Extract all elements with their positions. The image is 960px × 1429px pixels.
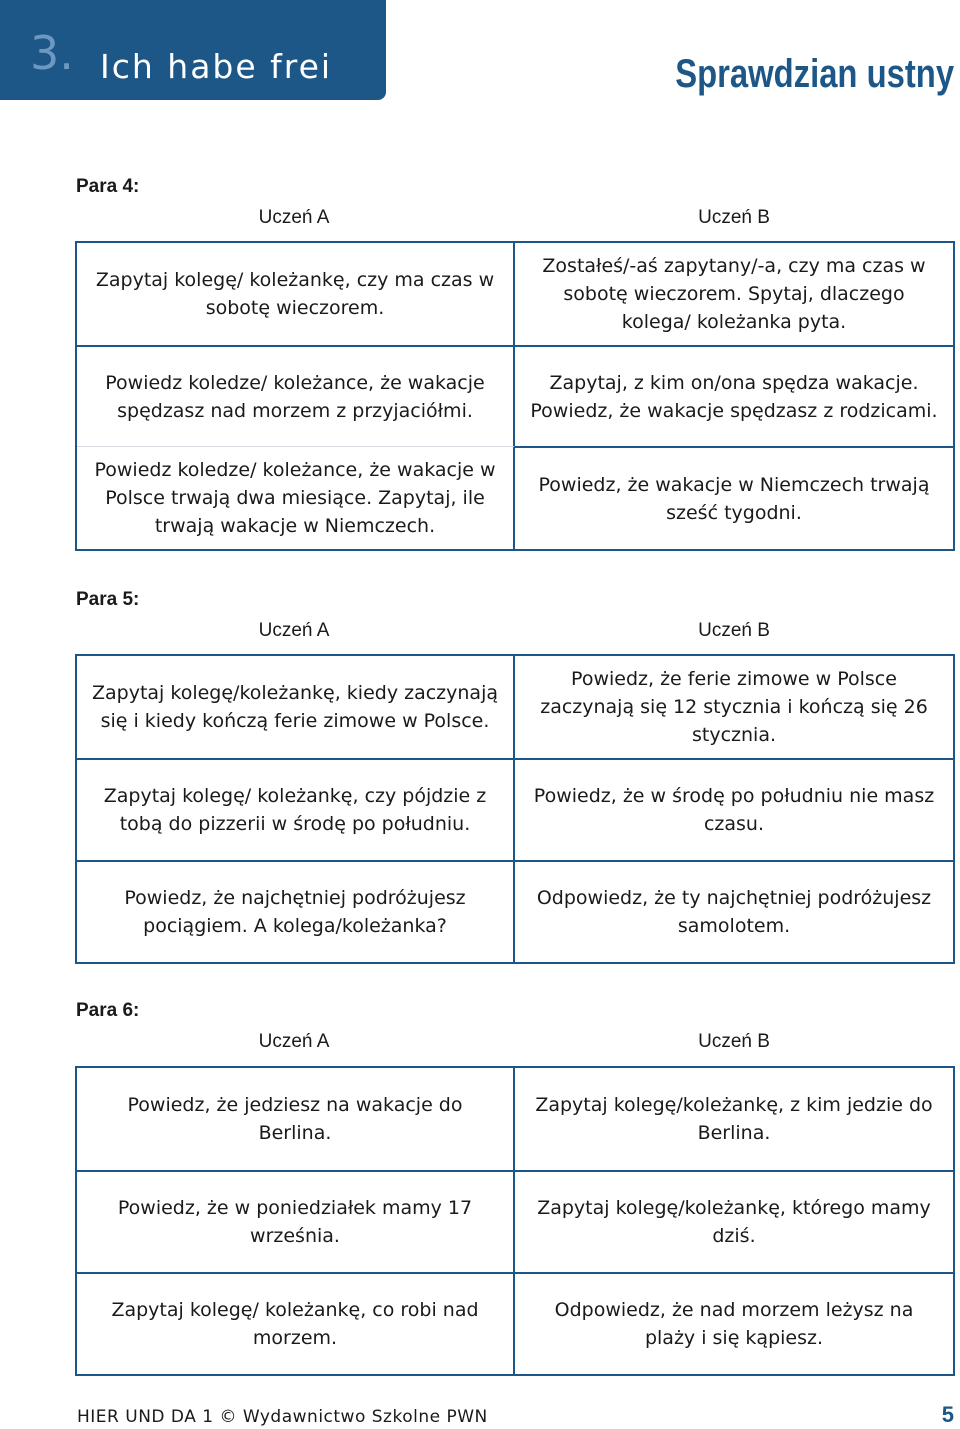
- pair-label: Para 4:: [76, 176, 140, 197]
- student-a-task: Powiedz, że najchętniej podróżujesz pociągiem. A kolega/koleżanka?: [77, 860, 515, 962]
- pair-label: Para 6:: [76, 1000, 140, 1021]
- pair-label: Para 5:: [76, 589, 140, 610]
- dialogue-table: [75, 654, 955, 964]
- student-a-task: Powiedz koledze/ koleżance, że wakacje spędzasz nad morzem z przyjaciółmi.: [77, 345, 515, 446]
- student-b-label: Uczeń B: [698, 620, 770, 641]
- student-a-label: Uczeń A: [258, 620, 330, 641]
- student-a-task: Zapytaj kolegę/koleżankę, kiedy zaczynają się i kiedy kończą ferie zimowe w Polsce.: [77, 656, 515, 758]
- student-b-task: Zapytaj kolegę/koleżankę, z kim jedzie do Berlina.: [535, 1094, 933, 1144]
- student-b-task: Odpowiedz, że nad morzem leżysz na plaży i się kąpiesz.: [515, 1272, 953, 1374]
- student-b-task: Zostałeś/-aś zapytany/-a, czy ma czas w sobotę wieczorem. Spytaj, dlaczego kolega/ koleżanka pyta.: [542, 255, 926, 333]
- student-b-task: Zapytaj, z kim on/ona spędza wakacje. Powiedz, że wakacje spędzasz z rodzicami.: [515, 345, 953, 446]
- student-b-task: Zapytaj kolegę/koleżankę, którego mamy dziś.: [515, 1170, 953, 1272]
- dialogue-table: [75, 241, 955, 551]
- student-a-task: Zapytaj kolegę/ koleżankę, czy ma czas w sobotę wieczorem.: [77, 243, 515, 345]
- student-a-label: Uczeń A: [258, 207, 330, 228]
- student-a-task: Powiedz, że jedziesz na wakacje do Berlina.: [77, 1068, 515, 1170]
- student-a-label: Uczeń A: [258, 1031, 330, 1052]
- footer-copyright: HIER UND DA 1 © Wydawnictwo Szkolne PWN: [77, 1407, 488, 1427]
- chapter-title: Ich habe frei: [100, 47, 333, 86]
- chapter-number: 3.: [30, 26, 74, 80]
- dialogue-table: [75, 1066, 955, 1376]
- student-a-task: Zapytaj kolegę/ koleżankę, co robi nad morzem.: [77, 1272, 515, 1374]
- student-a-task: Powiedz, że w poniedziałek mamy 17 września.: [77, 1170, 515, 1272]
- chapter-header-bar: [0, 0, 386, 100]
- student-a-task: Powiedz koledze/ koleżance, że wakacje w Polsce trwają dwa miesiące. Zapytaj, ile trwają wakacje w Niemczech.: [77, 446, 515, 549]
- student-a-task: Zapytaj kolegę/ koleżankę, czy pójdzie z tobą do pizzerii w środę po południu.: [77, 758, 515, 860]
- student-b-task: Powiedz, że ferie zimowe w Polsce zaczynają się 12 stycznia i kończą się 26 stycznia.: [540, 668, 928, 746]
- page-title: Sprawdzian ustny: [675, 52, 954, 96]
- student-b-label: Uczeń B: [698, 1031, 770, 1052]
- student-b-label: Uczeń B: [698, 207, 770, 228]
- student-b-task: Odpowiedz, że ty najchętniej podróżujesz samolotem.: [515, 860, 953, 962]
- page-number: 5: [941, 1402, 954, 1427]
- student-b-task: Powiedz, że wakacje w Niemczech trwają sześć tygodni.: [515, 446, 953, 549]
- student-b-task: Powiedz, że w środę po południu nie masz czasu.: [515, 758, 953, 860]
